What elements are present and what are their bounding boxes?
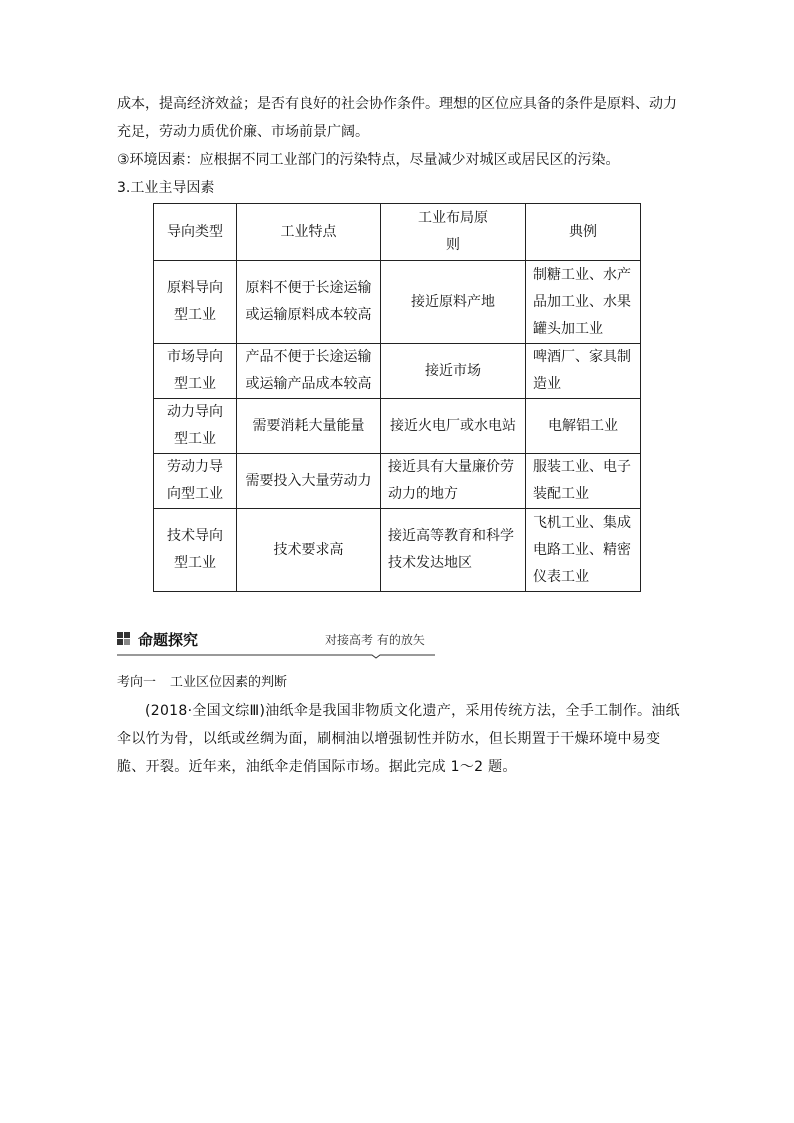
type-cell: 动力导向型工业 (154, 399, 237, 454)
principle-cell: 接近具有大量廉价劳动力的地方 (381, 454, 526, 509)
table-row (154, 509, 641, 592)
example-cell: 服装工业、电子装配工业 (526, 454, 641, 509)
table-header-cell: 工业特点 (237, 204, 381, 261)
direction-title: 工业区位因素的判断 (170, 675, 288, 690)
example-cell: 制糖工业、水产品加工业、水果罐头加工业 (526, 261, 641, 344)
example-cell: 啤酒厂、家具制造业 (526, 344, 641, 399)
table-header-row (154, 204, 641, 261)
table-header-cell: 工业布局原则 (381, 204, 526, 261)
feature-cell: 技术要求高 (237, 509, 381, 592)
type-cell: 市场导向型工业 (154, 344, 237, 399)
environment-factor: ③环境因素：应根据不同工业部门的污染特点，尽量减少对城区或居民区的污染。 (117, 152, 620, 168)
intro-line-2: 充足，劳动力质优价廉、市场前景广阔。 (117, 124, 369, 140)
feature-cell: 需要消耗大量能量 (237, 399, 381, 454)
question-stem: (2018·全国文综Ⅲ)油纸伞是我国非物质文化遗产，采用传统方法，全手工制作。油纸伞以竹为骨，以纸或丝绸为面，刷桐油以增强韧性并防水，但长期置于干燥环境中易变脆、开裂。近年来，油纸伞走俏国际市场。据此完成 1～2 题。 (117, 703, 680, 775)
table-row (154, 344, 641, 399)
section-header (117, 628, 435, 658)
table-row (154, 399, 641, 454)
principle-cell: 接近市场 (381, 344, 526, 399)
exam-direction (117, 673, 287, 693)
section-title: 命题探究 (138, 631, 199, 649)
section-underline (117, 653, 435, 659)
section-squares-icon (117, 632, 131, 646)
feature-cell: 需要投入大量劳动力 (237, 454, 381, 509)
table-row (154, 454, 641, 509)
example-cell: 电解铝工业 (526, 399, 641, 454)
example-cell: 飞机工业、集成电路工业、精密仪表工业 (526, 509, 641, 592)
intro-line-1: 成本，提高经济效益；是否有良好的社会协作条件。理想的区位应具备的条件是原料、动力 (117, 96, 677, 112)
table-header-cell: 典例 (526, 204, 641, 261)
intro-paragraph (117, 90, 677, 146)
principle-cell: 接近原料产地 (381, 261, 526, 344)
principle-cell: 接近火电厂或水电站 (381, 399, 526, 454)
section-subtitle: 对接高考 有的放矢 (325, 633, 425, 647)
section-3-title: 3.工业主导因素 (117, 180, 215, 196)
feature-cell: 产品不便于长途运输或运输产品成本较高 (237, 344, 381, 399)
principle-cell: 接近高等教育和科学技术发达地区 (381, 509, 526, 592)
table-row (154, 261, 641, 344)
type-cell: 技术导向型工业 (154, 509, 237, 592)
industry-orientation-table (153, 203, 641, 592)
type-cell: 原料导向型工业 (154, 261, 237, 344)
type-cell: 劳动力导向型工业 (154, 454, 237, 509)
feature-cell: 原料不便于长途运输或运输原料成本较高 (237, 261, 381, 344)
table-header-cell: 导向类型 (154, 204, 237, 261)
direction-label: 考向一 (117, 675, 157, 690)
